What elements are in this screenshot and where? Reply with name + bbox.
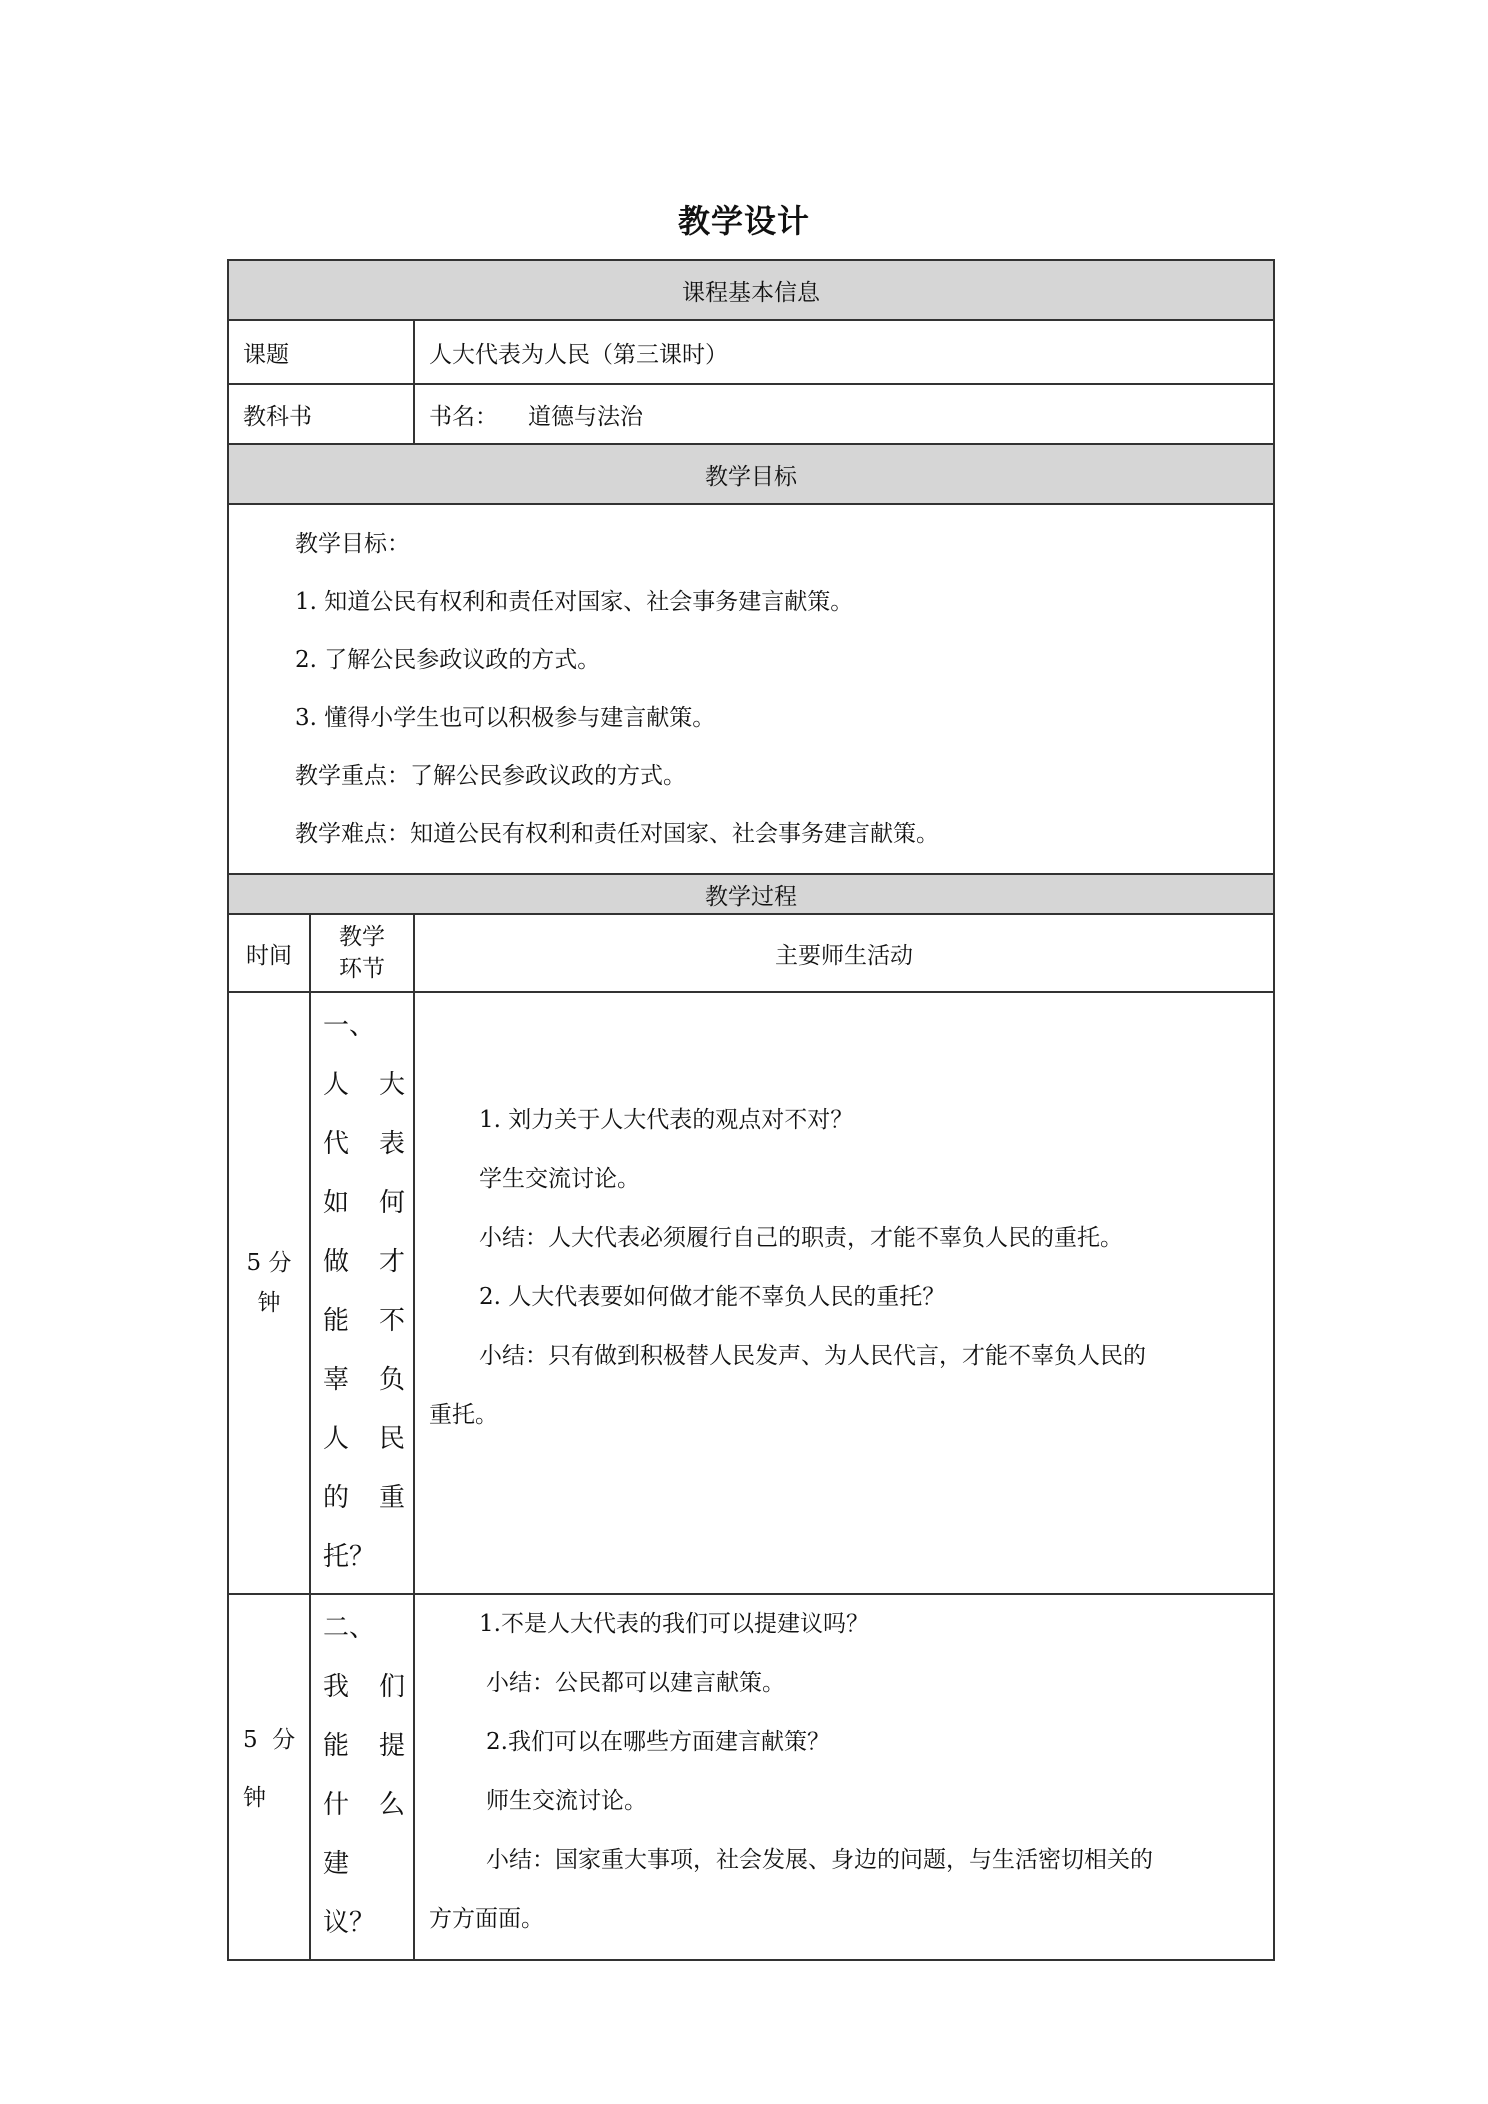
book-name-label: 书名： [429, 403, 498, 430]
key-point: 教学重点：了解公民参政议政的方式。 [295, 763, 686, 789]
activity-cell [414, 1594, 1274, 1960]
topic-label: 课题 [228, 320, 414, 384]
process-header-row [228, 874, 1274, 914]
objective-item: 1. 知道公民有权利和责任对国家、社会事务建言献策。 [295, 589, 854, 615]
step-header-line: 环节 [339, 956, 385, 982]
step-cell [310, 1594, 414, 1960]
step-text: 议？ [323, 1908, 376, 1938]
course-info-header-row [228, 260, 1274, 320]
activity-text: 2. 人大代表要如何做才能不辜负人民的重托？ [479, 1284, 946, 1310]
objectives-cell [228, 504, 1274, 874]
topic-value: 人大代表为人民（第三课时） [414, 320, 1274, 384]
time-cell [228, 1594, 310, 1960]
textbook-row [228, 384, 1274, 444]
step-text: 做 才 [323, 1247, 405, 1277]
course-info-header: 课程基本信息 [228, 260, 1274, 320]
activity-text: 1. 刘力关于人大代表的观点对不对？ [479, 1107, 854, 1133]
step-text: 辜 负 [323, 1365, 405, 1395]
step-text: 二、 [323, 1613, 376, 1643]
step-text: 如 何 [323, 1188, 405, 1218]
activity-text: 小结：人大代表必须履行自己的职责，才能不辜负人民的重托。 [479, 1225, 1123, 1251]
step-text: 能 不 [323, 1306, 405, 1336]
time-text: 钟 [243, 1785, 266, 1811]
activity-text: 学生交流讨论。 [479, 1166, 640, 1192]
objectives-header: 教学目标 [228, 444, 1274, 504]
step-text: 我 们 [323, 1672, 405, 1702]
step-text: 一、 [323, 1011, 376, 1041]
process-header: 教学过程 [228, 874, 1274, 914]
difficult-point: 教学难点：知道公民有权利和责任对国家、社会事务建言献策。 [295, 821, 939, 847]
objective-item: 2. 了解公民参政议政的方式。 [295, 647, 601, 673]
activity-column-header: 主要师生活动 [414, 914, 1274, 992]
step-text: 人 大 [323, 1070, 405, 1100]
step-text: 人 民 [323, 1424, 405, 1454]
activity-text: 1.不是人大代表的我们可以提建议吗？ [479, 1611, 869, 1637]
step-column-header [310, 914, 414, 992]
activity-cell [414, 992, 1274, 1594]
activity-text: 师生交流讨论。 [486, 1788, 647, 1814]
step-header-line: 教学 [339, 924, 385, 950]
activity-text: 2.我们可以在哪些方面建言献策？ [486, 1729, 830, 1755]
step-text: 能 提 [323, 1731, 405, 1761]
objectives-heading: 教学目标： [295, 531, 410, 557]
book-name-value: 道德与法治 [528, 403, 643, 430]
page-title: 教学设计 [677, 202, 810, 240]
textbook-label: 教科书 [228, 384, 414, 444]
process-row [228, 992, 1274, 1594]
step-cell [310, 992, 414, 1594]
activity-text: 重托。 [429, 1402, 498, 1428]
time-cell [228, 992, 310, 1594]
objective-item: 3. 懂得小学生也可以积极参与建言献策。 [295, 705, 716, 731]
step-text: 建 [323, 1849, 350, 1879]
time-text: 5 分 [246, 1250, 292, 1276]
activity-text: 方方面面。 [429, 1906, 544, 1932]
step-text: 的 重 [323, 1483, 405, 1513]
activity-text: 小结：只有做到积极替人民发声、为人民代言，才能不辜负人民的 [479, 1343, 1146, 1369]
lesson-plan-table [227, 259, 1275, 1961]
time-text: 钟 [257, 1290, 281, 1316]
objectives-header-row [228, 444, 1274, 504]
process-column-headers [228, 914, 1274, 992]
process-row [228, 1594, 1274, 1960]
step-text: 代 表 [323, 1129, 405, 1159]
activity-text: 小结：国家重大事项，社会发展、身边的问题，与生活密切相关的 [486, 1847, 1153, 1873]
step-text: 什 么 [323, 1790, 405, 1820]
topic-row [228, 320, 1274, 384]
textbook-value [414, 384, 1274, 444]
step-text: 托？ [323, 1542, 376, 1572]
time-column-header: 时间 [228, 914, 310, 992]
activity-text: 小结：公民都可以建言献策。 [486, 1670, 785, 1696]
time-text: 5 分 [243, 1727, 296, 1753]
objectives-row [228, 504, 1274, 874]
